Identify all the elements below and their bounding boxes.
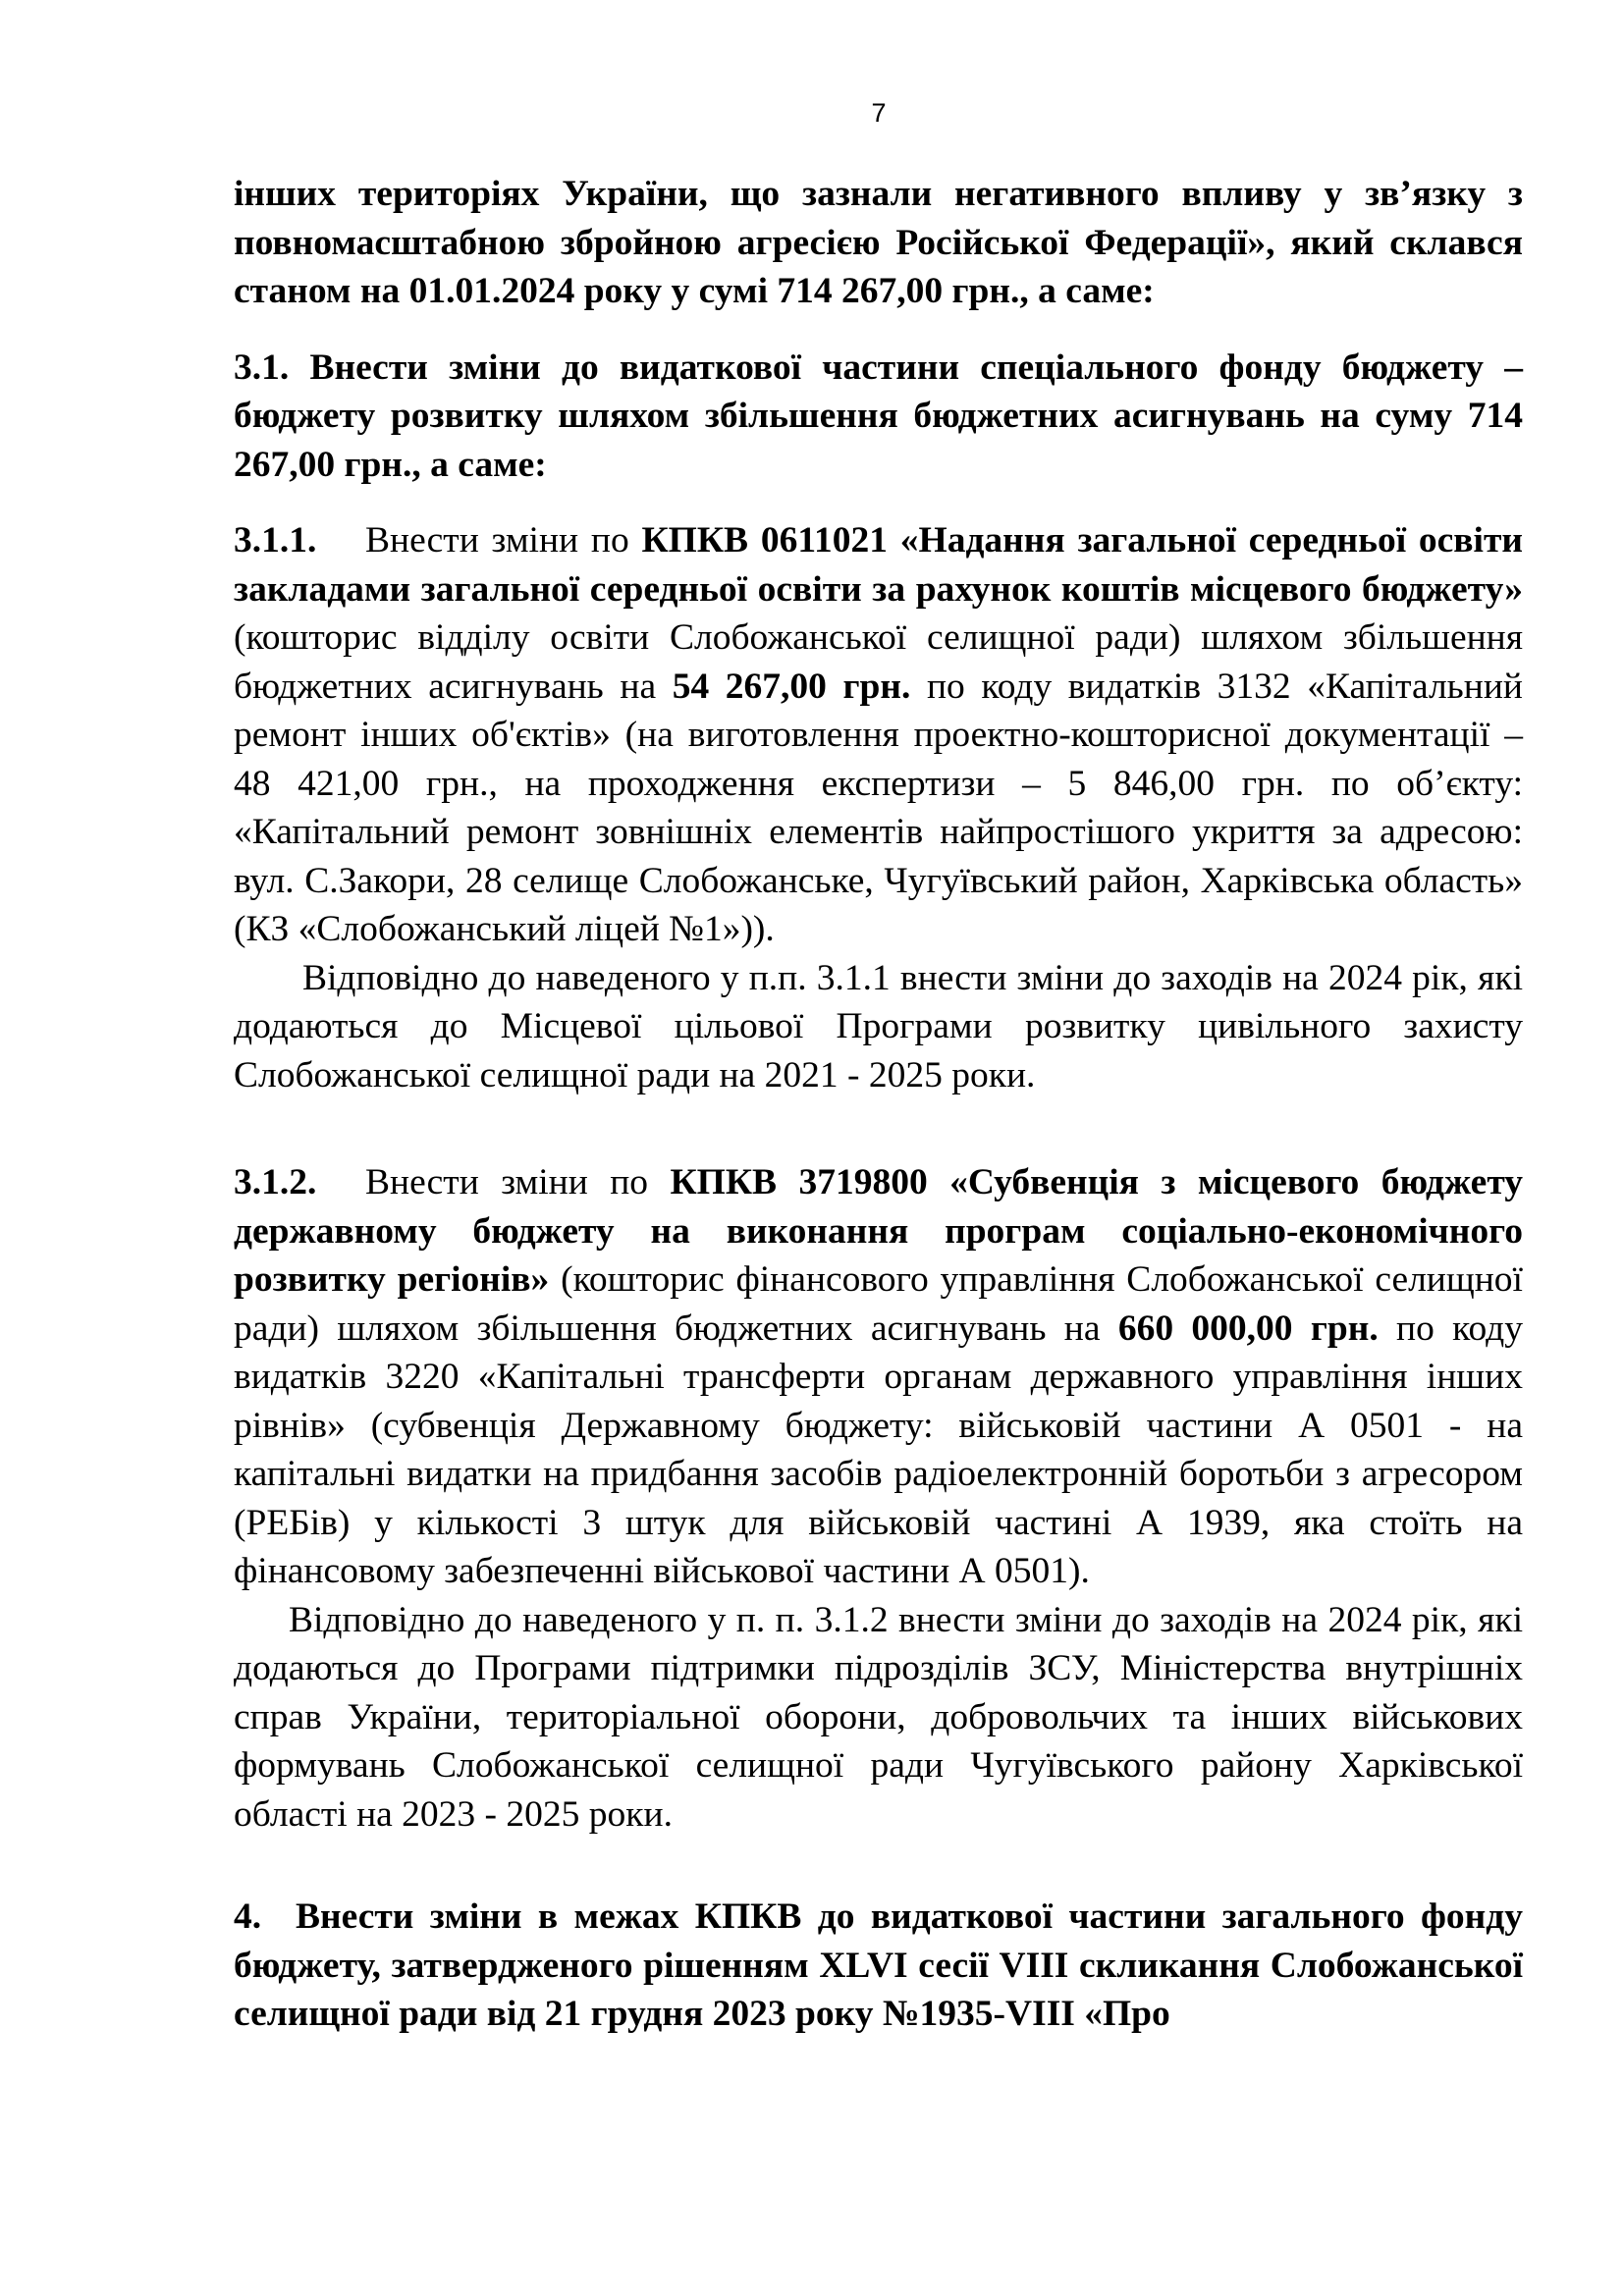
- intro-paragraph: інших територіях України, що зазнали негативного впливу у зв’язку з повномасштабною збройною агресією Російської Федерації», який склався станом на 01.01.2024 року у сумі 714 267,00 грн., а саме:: [234, 174, 1523, 311]
- section-3-1-2-lead: Внести зміни по: [365, 1162, 671, 1202]
- section-3-1-1-lead: Внести зміни по: [365, 520, 642, 561]
- section-3-1-2-number: 3.1.2.: [234, 1162, 317, 1202]
- section-4-number: 4.: [234, 1896, 262, 1937]
- section-4-paragraph: [234, 1893, 1523, 2039]
- section-3-1-paragraph: 3.1. Внести зміни до видаткової частини спеціального фонду бюджету – бюджету розвитку шляхом збільшення бюджетних асигнувань на суму 714 267,00 грн., а саме:: [234, 347, 1523, 485]
- section-3-1-2-amount: 660 000,00 грн.: [1117, 1308, 1379, 1349]
- section-3-1-1-paragraph: [234, 516, 1523, 954]
- document-body: [234, 170, 1523, 2039]
- section-4-text: Внести зміни в межах КПКВ до видаткової частини загального фонду бюджету, затвердженого рішенням XLVI сесії VIII скликання Слобожанської селищної ради від 21 грудня 2023 року №1935-VIII «Про: [234, 1896, 1523, 2034]
- section-3-1-2-note: Відповідно до наведеного у п. п. 3.1.2 внести зміни до заходів на 2024 рік, які додаються до Програми підтримки підрозділів ЗСУ, Міністерства внутрішніх справ України, територіальної оборони, добровольчих та інших військових формувань Слобожанської селищної ради Чугуївського району Харківської області на 2023 - 2025 роки.: [234, 1599, 1523, 1835]
- section-3-1-2-paragraph: [234, 1158, 1523, 1596]
- section-3-1-1-kpkv: КПКВ 0611021 «Надання загальної середньої освіти закладами загальної середньої освіти за рахунок коштів місцевого бюджету»: [234, 520, 1523, 610]
- section-3-1-1-note: Відповідно до наведеного у п.п. 3.1.1 внести зміни до заходів на 2024 рік, які додаються до Місцевої цільової Програми розвитку цивільного захисту Слобожанської селищної ради на 2021 - 2025 роки.: [234, 957, 1523, 1095]
- section-3-1-1-number: 3.1.1.: [234, 520, 317, 561]
- page-number: 7: [871, 98, 887, 128]
- section-3-1-1-mid: (кошторис відділу освіти Слобожанської селищної ради) шляхом збільшення бюджетних асигнувань на: [234, 617, 1523, 707]
- section-3-1-2-kpkv: КПКВ 3719800 «Субвенція з місцевого бюджету державному бюджету на виконання програм соціально-економічного розвитку регіонів»: [234, 1162, 1523, 1300]
- section-3-1-1-tail: по коду видатків 3132 «Капітальний ремонт інших об'єктів» (на виготовлення проектно-кошторисної документації – 48 421,00 грн., на проходження експертизи – 5 846,00 грн. по об’єкту: «Капітальний ремонт зовнішніх елементів найпростішого укриття за адресою: вул. С.Закори, 28 селище Слобожанське, Чугуївський район, Харківська область» (КЗ «Слобожанський ліцей №1»)).: [234, 666, 1523, 949]
- section-3-1-2-mid: (кошторис фінансового управління Слобожанської селищної ради) шляхом збільшення бюджетних асигнувань на: [234, 1259, 1523, 1349]
- section-3-1-1-amount: 54 267,00 грн.: [672, 666, 911, 707]
- section-3-1-2-tail: по коду видатків 3220 «Капітальні трансферти органам державного управління інших рівнів» (субвенція Державному бюджету: військовій частини А 0501 - на капітальні видатки на придбання засобів радіоелектронній боротьби з агресором (РЕБів) у кількості 3 штук для військовій частині А 1939, яка стоїть на фінансовому забезпеченні військової частини А 0501).: [234, 1308, 1523, 1591]
